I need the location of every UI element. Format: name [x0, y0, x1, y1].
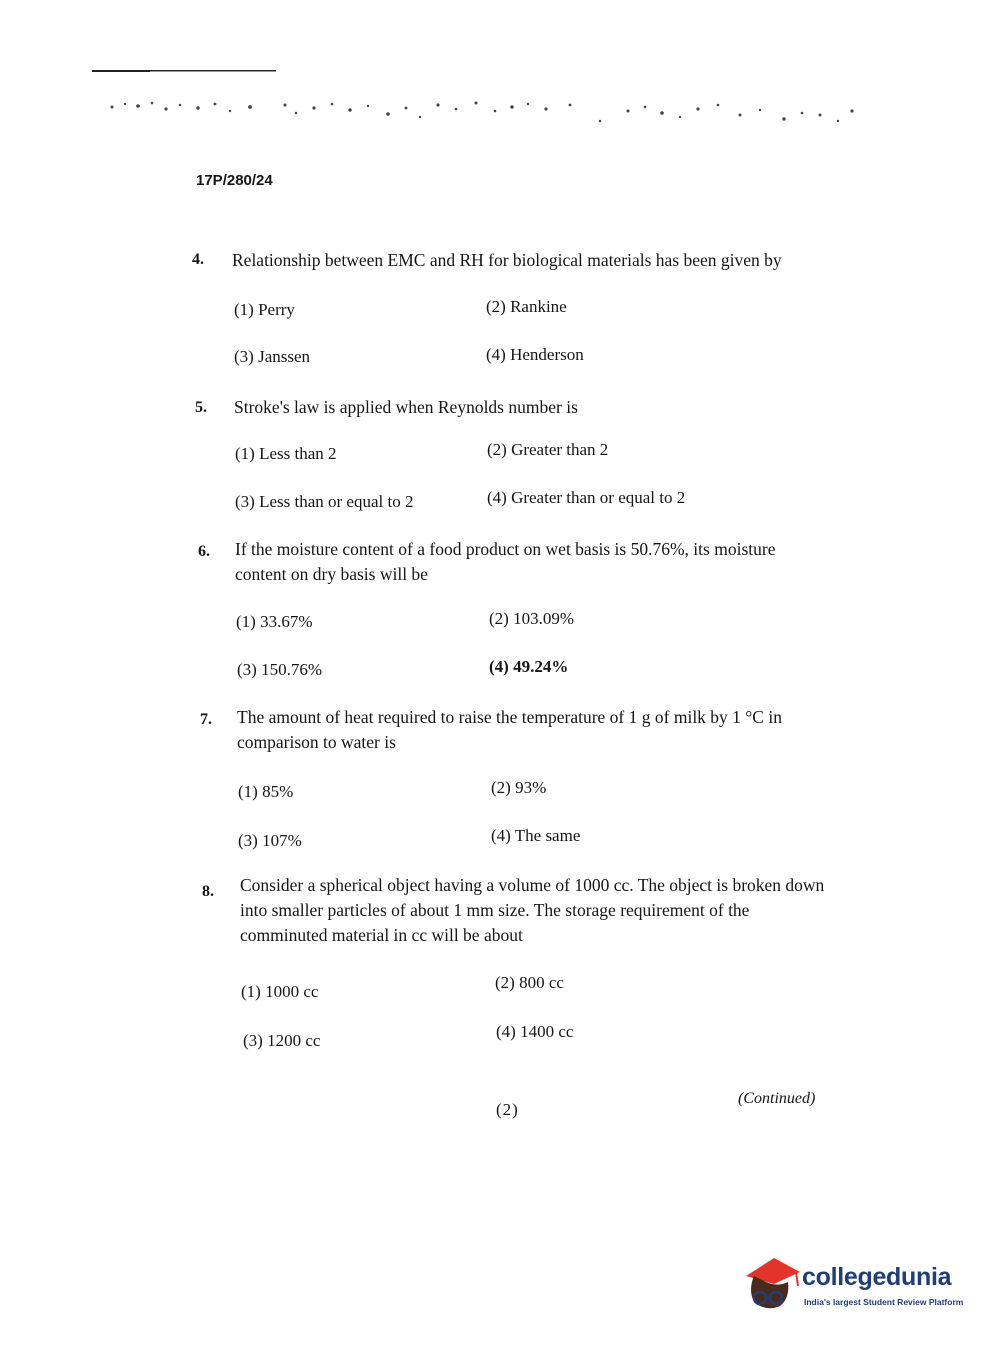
top-rule-thin: [150, 71, 276, 72]
logo-name: collegedunia: [802, 1263, 952, 1291]
question-4-option-3: (3) Janssen: [234, 347, 311, 366]
question-6-number: 6.: [198, 543, 210, 560]
question-5-option-3: (3) Less than or equal to 2: [235, 492, 414, 511]
question-7-option-3: (3) 107%: [238, 831, 302, 850]
question-8-number: 8.: [202, 883, 214, 900]
question-8-option-4: (4) 1400 cc: [496, 1022, 574, 1041]
question-6-option-2: (2) 103.09%: [489, 609, 574, 628]
question-8-option-3: (3) 1200 cc: [243, 1031, 321, 1050]
question-4-option-4: (4) Henderson: [486, 345, 584, 364]
question-7-number: 7.: [200, 711, 212, 728]
question-7-option-1: (1) 85%: [238, 782, 294, 801]
question-4-option-2: (2) Rankine: [486, 297, 567, 316]
question-4-option-1: (1) Perry: [234, 300, 295, 319]
question-5-option-1: (1) Less than 2: [235, 444, 337, 463]
page-number: (2): [496, 1100, 519, 1119]
question-7-option-4: (4) The same: [491, 826, 581, 845]
question-5-text: Stroke's law is applied when Reynolds number is: [234, 397, 578, 417]
question-5-option-4: (4) Greater than or equal to 2: [487, 488, 686, 507]
question-6-option-3: (3) 150.76%: [237, 660, 322, 679]
question-6-text: If the moisture content of a food product on wet basis is 50.76%, its moisture content on dry basis will be: [235, 539, 776, 584]
question-6-option-1: (1) 33.67%: [236, 612, 313, 631]
question-4-number: 4.: [192, 251, 204, 268]
question-5-option-2: (2) Greater than 2: [487, 440, 609, 459]
logo-tagline: India's largest Student Review Platform: [804, 1297, 964, 1307]
scan-smudge: [100, 95, 860, 145]
question-7-text: The amount of heat required to raise the temperature of 1 g of milk by 1 °C in comparison to water is: [237, 707, 782, 752]
question-5-number: 5.: [195, 399, 207, 416]
question-8-text: Consider a spherical object having a volume of 1000 cc. The object is broken down into smaller particles of about 1 mm size. The storage requirement of the comminuted material in cc will be about: [240, 875, 825, 945]
continued-label: (Continued): [738, 1090, 816, 1107]
question-8-option-2: (2) 800 cc: [495, 973, 564, 992]
question-4-text: Relationship between EMC and RH for biological materials has been given by: [232, 250, 782, 270]
paper-code: 17P/280/24: [196, 172, 273, 189]
question-8-option-1: (1) 1000 cc: [241, 982, 319, 1001]
question-6-option-4: (4) 49.24%: [489, 657, 569, 676]
question-7-option-2: (2) 93%: [491, 778, 547, 797]
